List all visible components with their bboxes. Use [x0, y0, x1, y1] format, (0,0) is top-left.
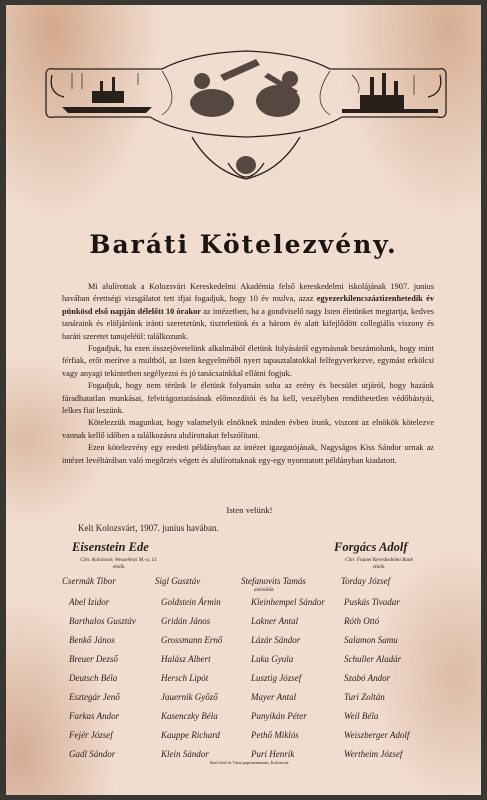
- signatory: Wertheim József: [344, 749, 403, 759]
- signatory: Gadl Sándor: [69, 749, 116, 759]
- signatory: Schuller Aladár: [344, 654, 402, 664]
- signatory: Lusztig József: [251, 673, 302, 683]
- meeting-date-emphasis: egyezerkilencszáztizenhetedik év pünkösd első napján délelőtt 10 órakor: [62, 294, 434, 316]
- vice-presidents-label: alelnökök.: [254, 588, 275, 593]
- document-title: Baráti Kötelezvény.: [89, 230, 398, 259]
- signatory: Hersch Lipót: [161, 673, 209, 683]
- vice-president-3: Stefanovits Tamás: [241, 576, 306, 586]
- vice-president-1: Csermák Tibor: [62, 576, 116, 586]
- signatory: Farkas Andor: [69, 711, 120, 721]
- signatory: Lázár Sándor: [251, 635, 301, 645]
- signatory: Gridán János: [161, 616, 211, 626]
- place-date-line: Kelt Kolozsvárt, 1907. junius havában.: [78, 523, 219, 533]
- paragraph-4: Kötelezzük magunkat, hogy valamelyik elnöknek minden évben írunk, viszont az elnökök kötelezve vannak kellő időben a találkozásra alulírottakat felszólítani.: [62, 418, 434, 440]
- signatory: Puskás Tivadar: [344, 597, 400, 607]
- pledge-text: [62, 281, 434, 467]
- signatory: Klein Sándor: [161, 749, 209, 759]
- signatory: Kasenczky Béla: [161, 711, 218, 721]
- paragraph-1: Mi alulírottak a Kolozsvári Kereskedelmi Akadémia felső kereskedelmi iskolájának 1907. junius havában érettségi vizsgálatot tett ifjai fogadjuk, hogy 10 év mulva, azaz egyezerkilencszáztizenhetedik év pünkösd első napján délelőtt 10 órakor az intézetben, ha a gondviselő nagy Isten életünket megtartja, kedves tanáraink és elöljáróink iránti szeretetünk, tiszteletünk és a három év alatt kifejlődött collegiális viszony és baráti szeretet tanujeléül: találkozunk.: [62, 282, 434, 341]
- president-1-address: Cím: Kolozsvár, Wesselényi M.-u, 13. elnök.: [80, 557, 158, 570]
- paragraph-3: Fogadjuk, hogy nem térünk le életünk folyamán soha az erény és becsület utjáról, hogy hazánk fáradhatatlan munkásai, felvirágoztatásának előmozdítói és ha kell, veszélyben rendíthetetlen védőbástyái, lelkes fiai leszünk.: [62, 381, 434, 416]
- printer-imprint: Stief Jenő és Társa papirnemüzem, Kolozsvár.: [209, 760, 290, 765]
- signatory: Deutsch Béla: [69, 673, 118, 683]
- vice-president-4: Torday József: [341, 576, 391, 586]
- signatory: Weil Béla: [344, 711, 379, 721]
- president-2-address: Cím: Fiumei Kereskedelmi Bank elnök.: [345, 557, 413, 570]
- president-1-name: Eisenstein Ede: [72, 540, 149, 554]
- closing-line: Isten velünk!: [226, 505, 273, 515]
- paragraph-2: Fogadjuk, ha ezen összejövetelünk alkalmából életünk folyásáról egymásnak beszámolunk, hogy mint férfiak, erőt merítve a multból, az Isten kegyelméből nyert tapasztalatokkal felfegyverkezve, egymást erkölcsi vagy anyagi tekintetben segélyezni és jó tanácsainkkal ellátni fogjuk.: [62, 344, 434, 378]
- signatory: Fejér József: [69, 730, 113, 740]
- signatory: Szabó Andor: [344, 673, 391, 683]
- signatory: Salamon Samu: [344, 635, 398, 645]
- signatory: Halász Albert: [161, 654, 211, 664]
- signatory: Jauernik Győző: [161, 692, 218, 702]
- signatory: Luka Gyula: [251, 654, 294, 664]
- signatory: Grossmann Ernő: [161, 635, 223, 645]
- signatory: Goldstein Ármin: [161, 597, 221, 607]
- signatory: Weiszberger Adolf: [344, 730, 410, 740]
- signatory: Puri Henrik: [251, 749, 295, 759]
- signatory: Mayer Antal: [251, 692, 297, 702]
- signatory: Turi Zoltán: [344, 692, 385, 702]
- allegorical-header-illustration: [42, 45, 450, 193]
- signatory: Benkő János: [69, 635, 115, 645]
- paragraph-5: Ezen kötelezvény egy eredeti példányban az intézet igazgatójának, Nagyságos Kiss Sándor urnak az intézet levéltárában való megőrzés végett és alulírottaknak egy-egy nyomtatott példányban kiadatott.: [62, 443, 434, 465]
- signatory: Barthalos Gusztáv: [69, 616, 136, 626]
- signatory: Kauppe Richard: [161, 730, 220, 740]
- signatory: Lakner Antal: [251, 616, 299, 626]
- signatory: Abel Izidor: [69, 597, 110, 607]
- document-sheet: [6, 5, 481, 795]
- signatory: Breuer Dezső: [69, 654, 118, 664]
- signatory: Kleinhempel Sándor: [251, 597, 325, 607]
- signatory: Pethő Miklós: [251, 730, 299, 740]
- president-2-name: Forgács Adolf: [334, 540, 408, 554]
- signatory: Panyikán Péter: [251, 711, 307, 721]
- signatory: Róth Ottó: [344, 616, 380, 626]
- signatory: Esztegár Jenő: [69, 692, 120, 702]
- vice-president-2: Sigl Gusztáv: [155, 576, 201, 586]
